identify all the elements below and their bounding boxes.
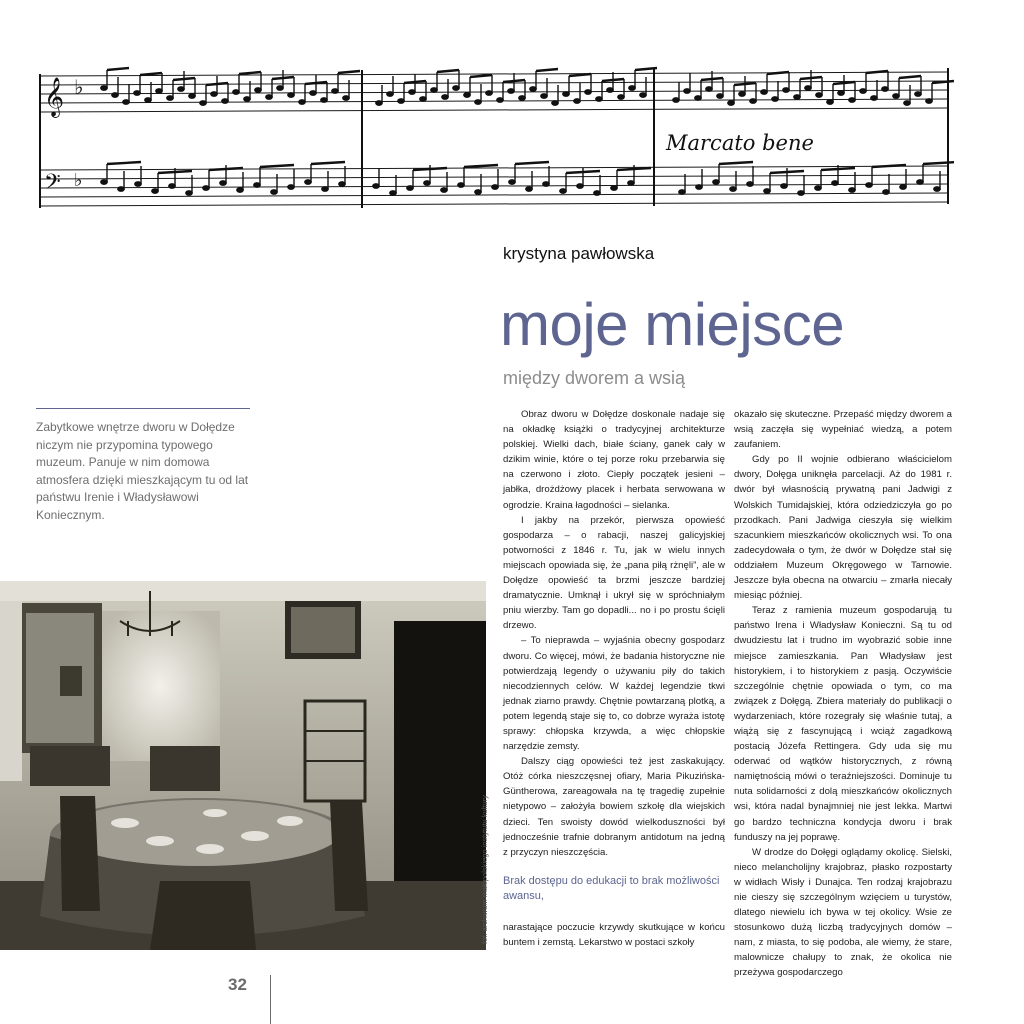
article-subtitle: między dworem a wsią — [503, 368, 686, 388]
score-annotation: Marcato bene — [666, 131, 814, 155]
article-title: moje miejsce — [500, 291, 845, 358]
paragraph: Dalszy ciąg opowieści też jest zaskakujący. Otóż córka nieszczęsnej ofiary, Maria Pikuzińska-Güntherowa, zareagowała na tę tragedię zupełnie nietypowo – założyła bowiem szkołę dla wiejskich dzieci. Ten swoisty dowód wielkoduszności był jednocześnie trafnie dobranym antidotum na jedną z przyczyn nieszczęścia. — [503, 756, 725, 858]
paragraph: okazało się skuteczne. Przepaść między dworem a wsią zaczęła się wypełniać wiedzą, a potem zaufaniem. — [734, 409, 952, 451]
photo-credit: fot. archiwum małopolskiego instytutu kultury — [480, 795, 489, 944]
pull-quote: Brak dostępu do edukacji to brak możliwości awansu, — [503, 874, 720, 902]
interior-photo — [0, 581, 486, 950]
page-number: 32 — [228, 975, 247, 994]
author-name: krystyna pawłowska — [503, 244, 655, 263]
treble-clef-icon: 𝄞 — [44, 77, 65, 117]
paragraph: narastające poczucie krzywdy skutkujące w końcu buntem i zemstą. Lekarstwo w postaci szkoły — [503, 921, 725, 948]
photo-caption: Zabytkowe wnętrze dworu w Dołędze niczym nie przypomina typowego muzeum. Panuje w nim domowa atmosfera dzięki mieszkającym tu od lat państwu Irenie i Władysławowi Koniecznym. — [36, 420, 249, 522]
paragraph: I jakby na przekór, pierwsza opowieść gospodarza – o rabacji, naszej galicyjskiej potworności z 1846 r. Tu, jak w wielu innych miejscach opowiada się, że „pana piłą rżnęli”, ale w Dołędze opowieść ta brzmi jeszcze bardziej dramatycznie. Umknął i ukrył się w spróchniałym pniu wierzby. Tam go dopadli... no i po prostu ścięli drzewo. — [503, 514, 725, 632]
article-column-1 — [503, 407, 725, 950]
page-number-divider — [270, 975, 271, 1024]
paragraph: Teraz z ramienia muzeum gospodarują tu państwo Irena i Władysław Konieczni. Są tu od dwudziestu lat i trudno im wyobrazić sobie inne miejsce zamieszkania. Pan Władysław jest historykiem, i to historykiem z pasją. Oczywiście szczególnie chętnie opowiada o tym, co ma związek z Dołęgą. Zbiera materiały do publikacji o wydarzeniach, które rozegrały się właśnie tutaj, a wiążą się z fascynującą i wciąż zagadkową postacią Józefa Rettingera. Gdy uda się mu oderwać od wątków historycznych, z równą namiętnością mówi o teraźniejszości. Dominuje tu nuta solidarności z dolą mieszkańców okolicznych wsi, która nadal bynajmniej nie jest lekka. Martwi go bardzo techniczna kondycja dworu i brak funduszy na jej poprawę. — [734, 605, 952, 843]
paragraph: – To nieprawda – wyjaśnia obecny gospodarz dworu. Co więcej, mówi, że badania historyczne nie potwierdzają legendy o używaniu piły do takich niecodziennych celów. W każdej legendzie tkwi jednak ziarno prawdy. Chętnie powtarzaną plotką, a potem legendą staje się to, co dobrze wyraża istotę sprawy: chłopska krzywda, a więc chłopskie narzędzie zemsty. — [503, 635, 725, 753]
paragraph: Gdy po II wojnie odbierano właścicielom dwory, Dołęga uniknęła parcelacji. Aż do 1981 r. dwór był własnością prywatną pani Jadwigi z Wolskich Tumidajskiej, która odziedziczyła go po przodkach. Pani Jadwiga cieszyła się wielkim szacunkiem mieszkańców okolicznych wsi. To ona zadecydowała o tym, że dwór w Dołędze stał się oddziałem Muzeum Okręgowego w Tarnowie. Jeszcze była obecna na otwarciu – zmarła niecały miesiąc później. — [734, 454, 952, 602]
svg-text:♭: ♭ — [74, 75, 84, 99]
bass-clef-icon: 𝄢 — [44, 170, 61, 200]
paragraph: W drodze do Dołęgi oglądamy okolicę. Sielski, nieco melancholijny krajobraz, płasko rozpostarty w widłach Wisły i Dunajca. Ten rodzaj krajobrazu nie cieszy się szczególnym wzięciem u turystów, dlatego niewielu ich bywa w tej okolicy. Wsie ze stosunkowo dużą liczbą tradycyjnych domów – nam, z miasta, to się podoba, ale wiemy, że stare, malownicze chałupy to znak, że okolica nie przeżywa gospodarczego — [734, 846, 952, 979]
musical-score-image — [34, 58, 954, 218]
svg-text:♭: ♭ — [74, 170, 83, 191]
paragraph: Obraz dworu w Dołędze doskonale nadaje się na okładkę książki o tradycyjnej architekturze polskiej. Wielki dach, białe ściany, ganek cały w dzikim winie, które o tej porze roku przebarwia się na czerwono i złoto. Ciepły początek jesieni – jabłka, drożdżowy placek i herbata serwowana w ogrodzie. Kraina łagodności – sielanka. — [503, 409, 725, 511]
article-column-2 — [734, 407, 952, 981]
caption-divider — [36, 408, 250, 409]
